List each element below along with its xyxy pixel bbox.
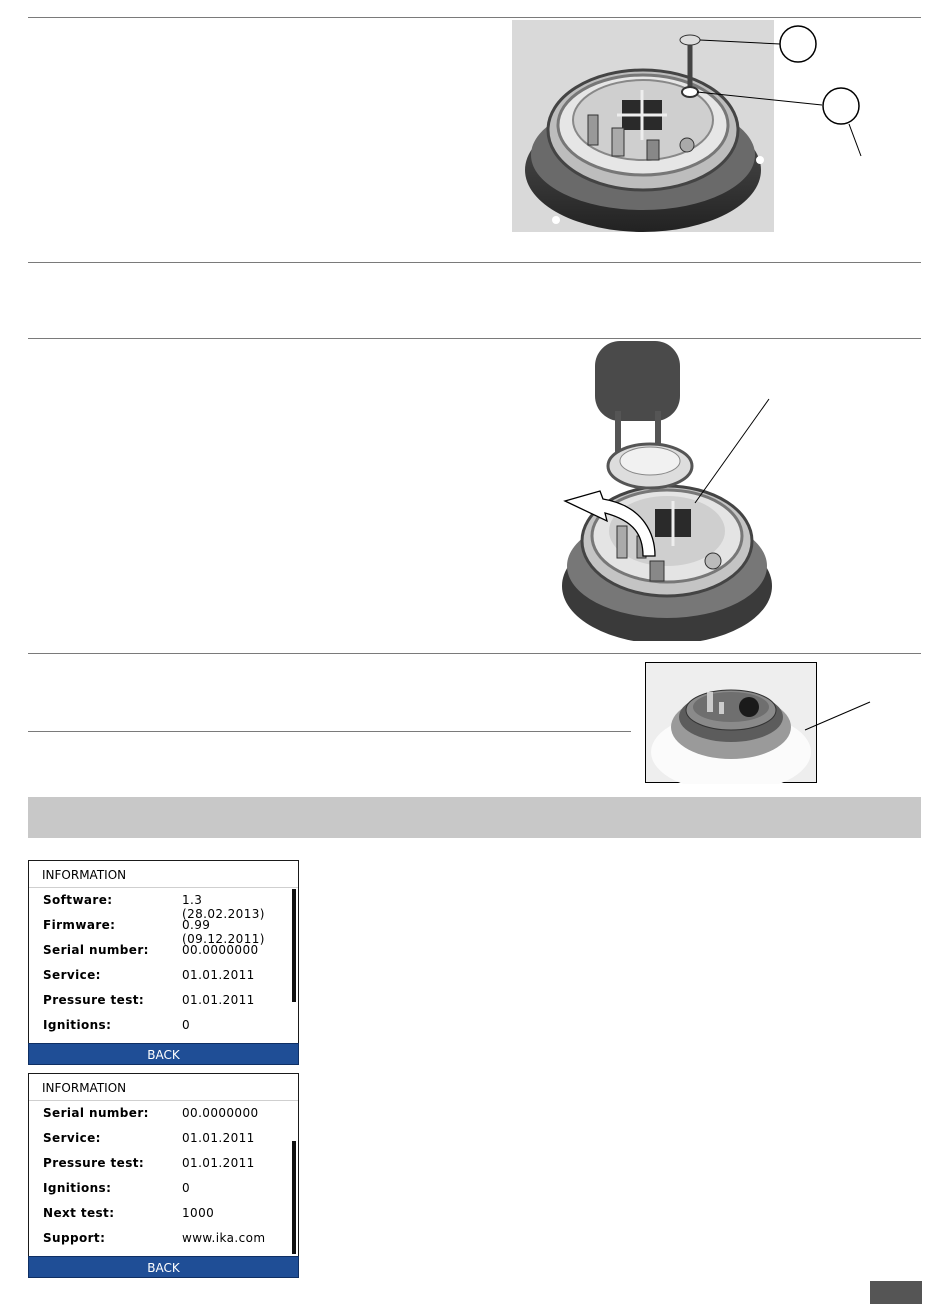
info-label: Firmware: xyxy=(43,918,116,932)
info-value: 0.99 (09.12.2011) xyxy=(182,918,265,946)
info-row xyxy=(43,1206,288,1224)
lid-pin-illustration xyxy=(512,20,872,232)
info-row xyxy=(43,943,288,961)
info-label: Service: xyxy=(43,1131,101,1145)
info-label: Ignitions: xyxy=(43,1018,112,1032)
info-value: 1000 xyxy=(182,1206,215,1220)
info-row xyxy=(43,1181,288,1199)
info-row xyxy=(43,968,288,986)
info-value: 00.0000000 xyxy=(182,943,259,957)
info-value: 1.3 (28.02.2013) xyxy=(182,893,265,921)
info-row xyxy=(43,1018,288,1036)
info-value: 0 xyxy=(182,1018,191,1032)
info-label: Pressure test: xyxy=(43,1156,145,1170)
info-value: 01.01.2011 xyxy=(182,1131,255,1145)
section-header-band xyxy=(28,797,921,838)
information-screen-1 xyxy=(28,860,299,1065)
information-screen-2 xyxy=(28,1073,299,1278)
info-label: Serial number: xyxy=(43,1106,149,1120)
info-row xyxy=(43,993,288,1011)
info-row xyxy=(43,918,288,946)
scrollbar[interactable] xyxy=(292,889,296,1002)
back-button[interactable]: BACK xyxy=(28,1043,299,1065)
info-row xyxy=(43,893,288,921)
page-number-tab xyxy=(870,1281,922,1304)
title-divider xyxy=(29,887,298,888)
info-value: 01.01.2011 xyxy=(182,968,255,982)
info-label: Ignitions: xyxy=(43,1181,112,1195)
scrollbar[interactable] xyxy=(292,1141,296,1254)
info-row xyxy=(43,1131,288,1149)
section-divider xyxy=(28,262,921,263)
info-label: Support: xyxy=(43,1231,106,1245)
info-value: 00.0000000 xyxy=(182,1106,259,1120)
section-divider xyxy=(28,338,921,339)
info-value: 01.01.2011 xyxy=(182,993,255,1007)
info-label: Service: xyxy=(43,968,101,982)
info-value: 01.01.2011 xyxy=(182,1156,255,1170)
info-label: Next test: xyxy=(43,1206,115,1220)
info-row xyxy=(43,1231,288,1249)
info-value: www.ika.com xyxy=(182,1231,266,1245)
info-label: Software: xyxy=(43,893,113,907)
info-label: Pressure test: xyxy=(43,993,145,1007)
info-row xyxy=(43,1106,288,1124)
insert-removal-illustration xyxy=(555,341,790,641)
back-button[interactable]: BACK xyxy=(28,1256,299,1278)
info-label: Serial number: xyxy=(43,943,149,957)
section-divider xyxy=(28,731,631,732)
vessel-photo xyxy=(645,662,885,784)
screen-title: INFORMATION xyxy=(42,868,127,882)
section-divider xyxy=(28,17,921,18)
title-divider xyxy=(29,1100,298,1101)
section-divider xyxy=(28,653,921,654)
info-row xyxy=(43,1156,288,1174)
screen-title: INFORMATION xyxy=(42,1081,127,1095)
info-value: 0 xyxy=(182,1181,191,1195)
